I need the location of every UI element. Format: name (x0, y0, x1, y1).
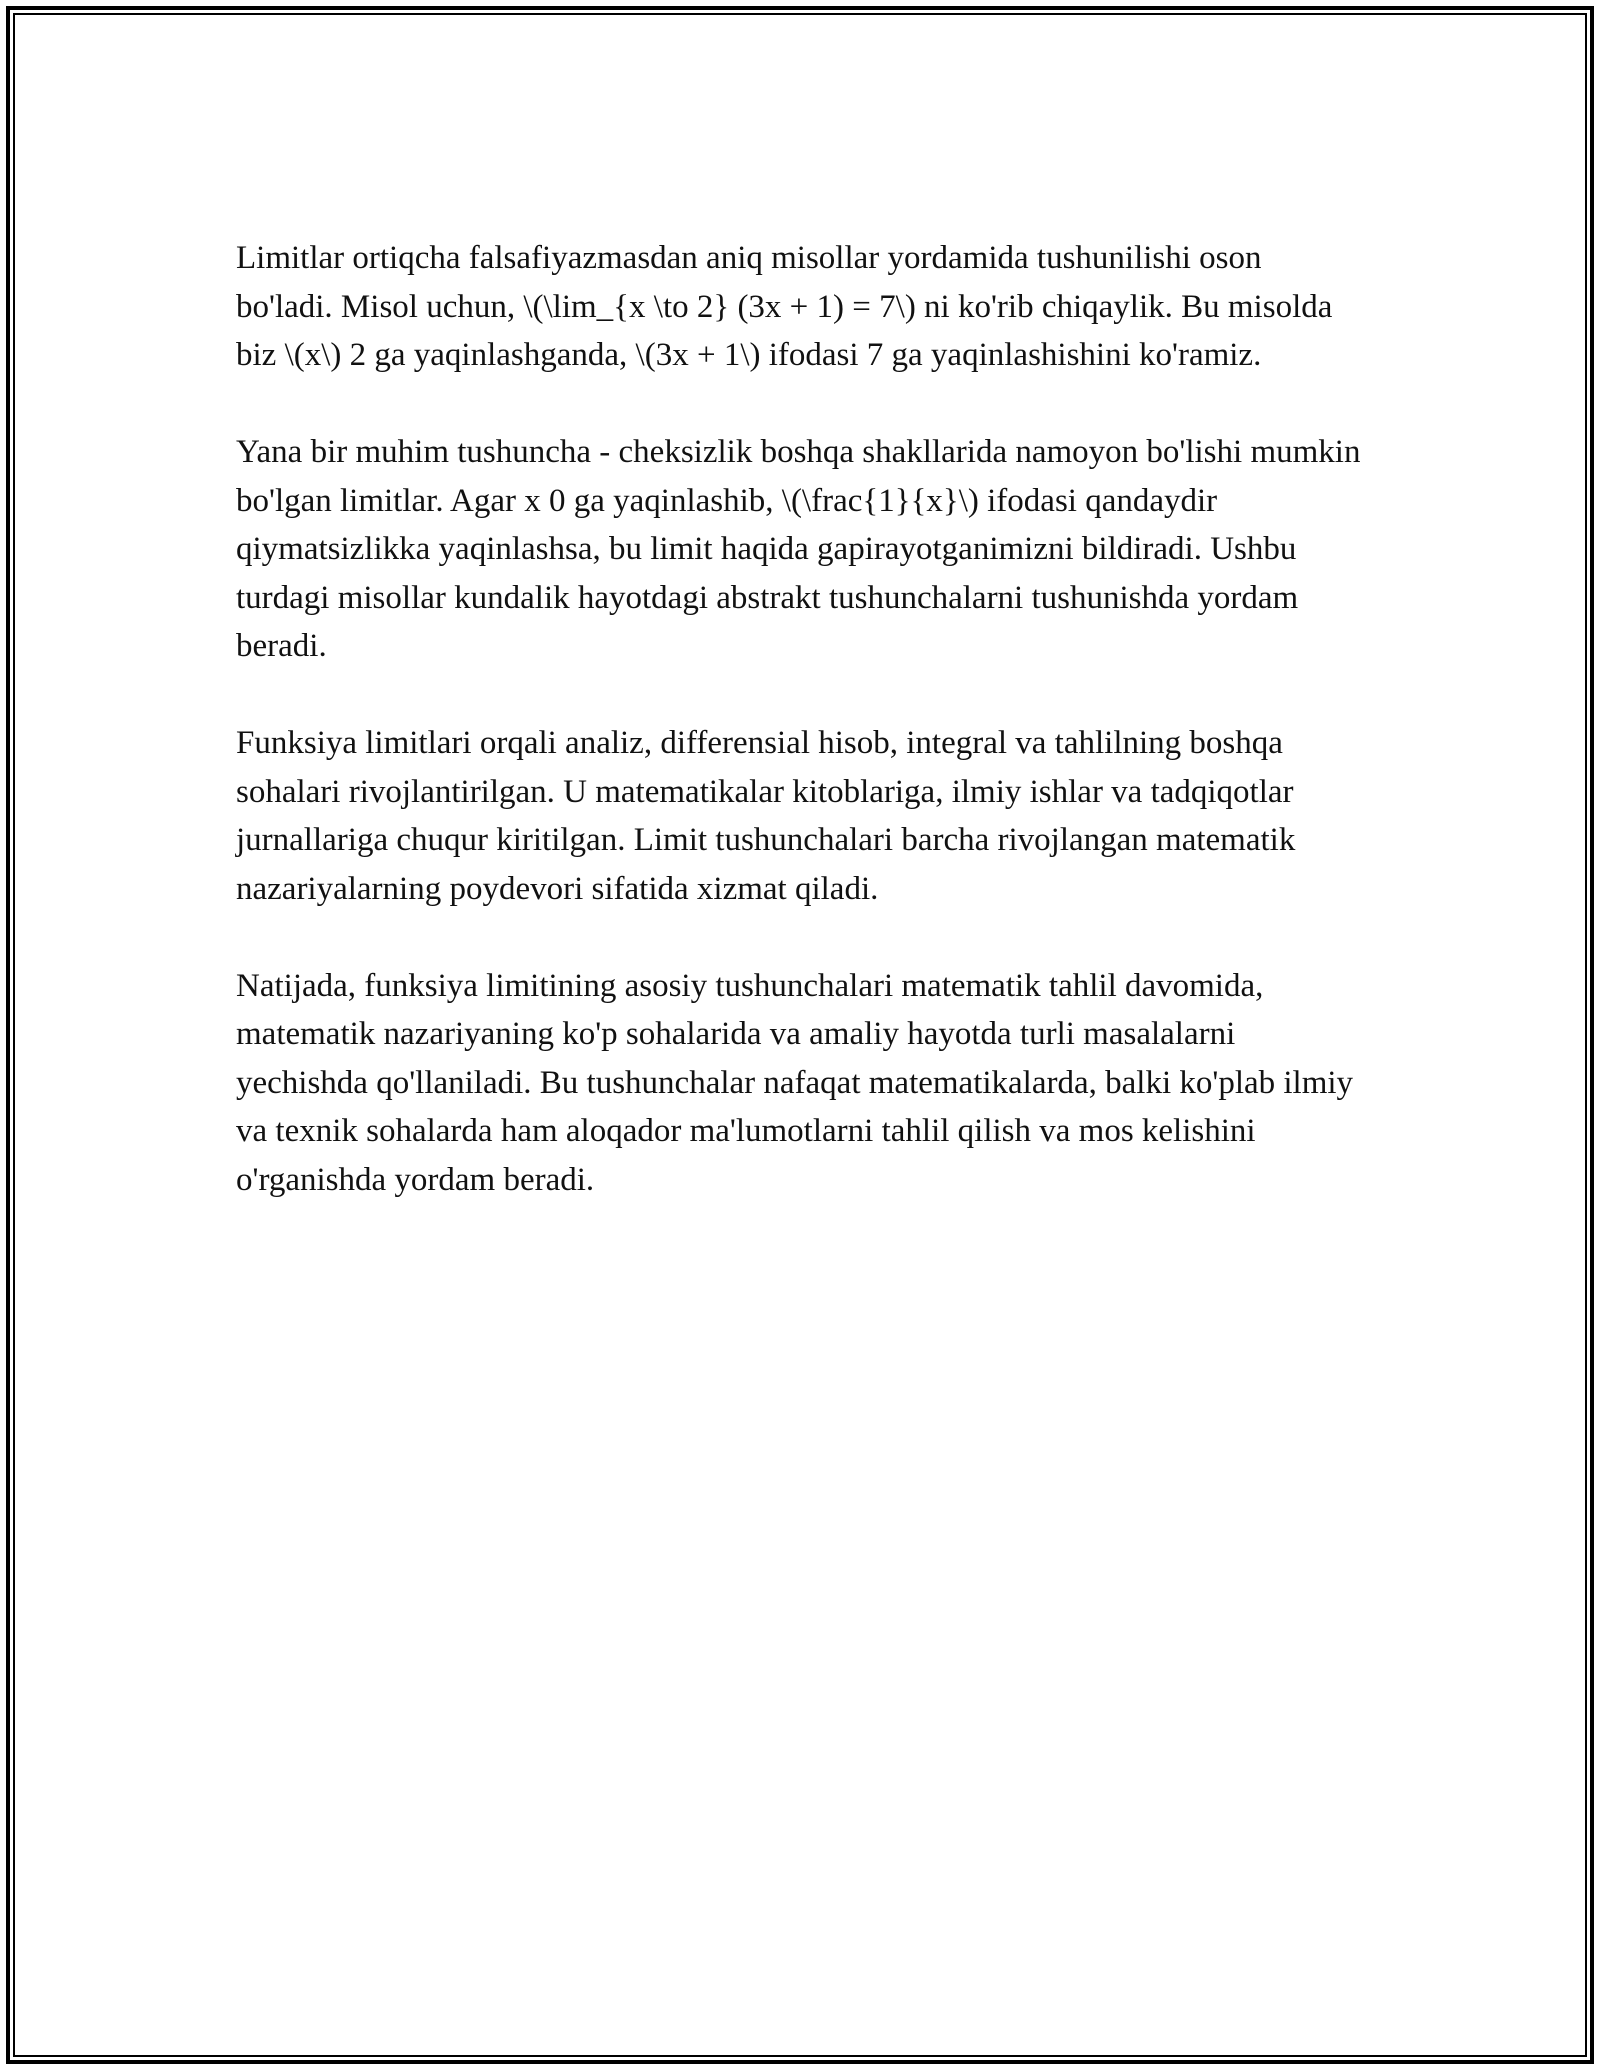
document-body (236, 234, 1366, 1253)
paragraph-1: Limitlar ortiqcha falsafiyazmasdan aniq misollar yordamida tushunilishi oson bo'ladi. Misol uchun, \(\lim_{x \to 2} (3x + 1) = 7\) ni ko'rib chiqaylik. Bu misolda biz \(x\) 2 ga yaqinlashganda, \(3x + 1\) ifodasi 7 ga yaqinlashishini ko'ramiz. (236, 240, 1333, 373)
paragraph-4: Natijada, funksiya limitining asosiy tushunchalari matematik tahlil davomida, matematik nazariyaning ko'p sohalarida va amaliy hayotda turli masalalarni yechishda qo'llaniladi. Bu tushunchalar nafaqat matematikalarda, balki ko'plab ilmiy va texnik sohalarda ham aloqador ma'lumotlarni tahlil qilish va mos kelishini o'rganishda yordam beradi. (236, 967, 1354, 1198)
paragraph-2: Yana bir muhim tushuncha - cheksizlik boshqa shakllarida namoyon bo'lishi mumkin bo'lgan limitlar. Agar x 0 ga yaqinlashib, \(\frac{1}{x}\) ifodasi qandaydir qiymatsizlikka yaqinlashsa, bu limit haqida gapirayotganimizni bildiradi. Ushbu turdagi misollar kundalik hayotdagi abstrakt tushunchalarni tushunishda yordam beradi. (236, 434, 1361, 664)
paragraph-3: Funksiya limitlari orqali analiz, differensial hisob, integral va tahlilning boshqa sohalari rivojlantirilgan. U matematikalar kitoblariga, ilmiy ishlar va tadqiqotlar jurnallariga chuqur kiritilgan. Limit tushunchalari barcha rivojlangan matematik nazariyalarning poydevori sifatida xizmat qiladi. (236, 725, 1296, 907)
